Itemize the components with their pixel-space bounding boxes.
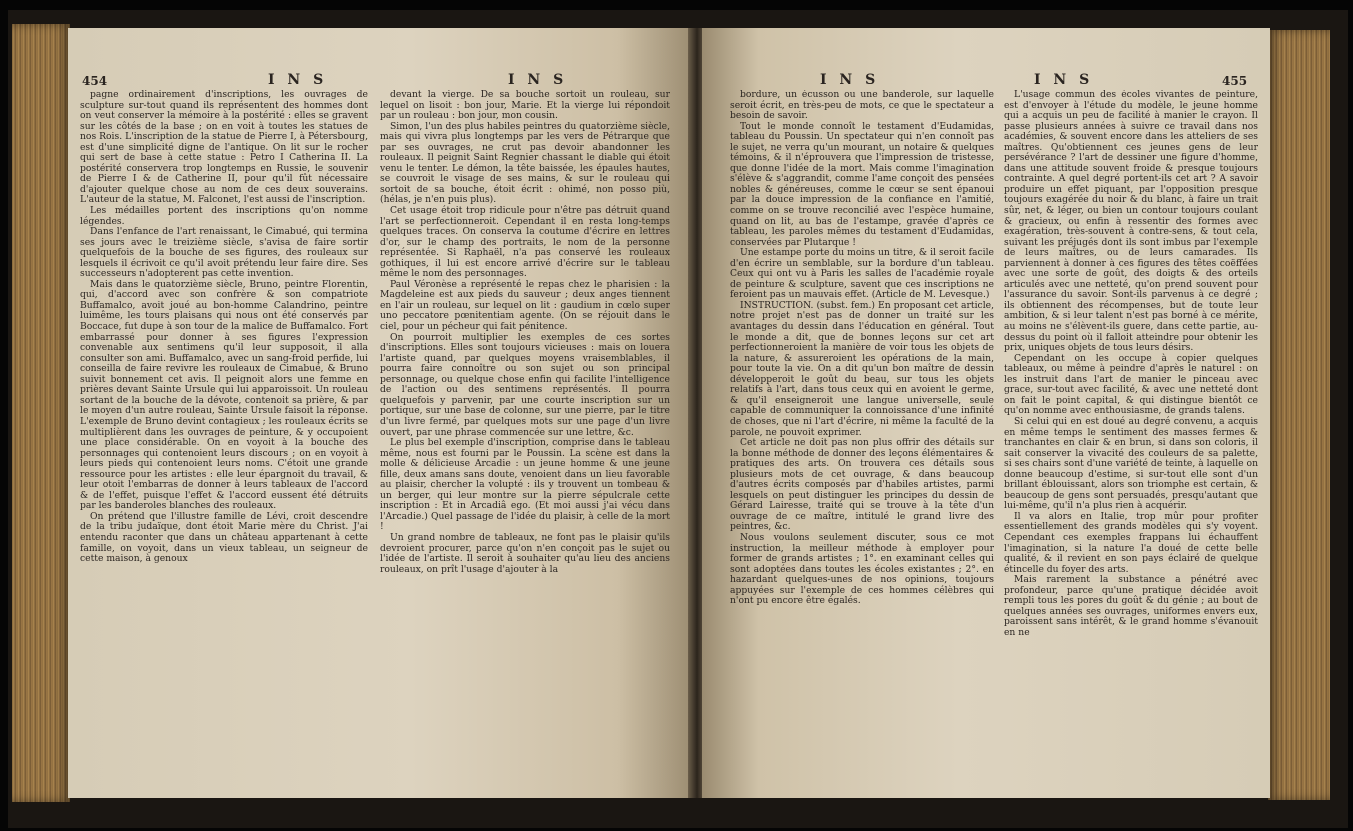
left-page-column-1 bbox=[80, 90, 368, 794]
paragraph: pagne ordinairement d'inscriptions, les ouvrages de sculpture sur-tout quand ils représentent des hommes dont on veut conserver la mémoire à la postérité : elles se gravent sur les côtés de la base ; on en voit à toutes les statues de nos Rois. L'inscription de la statue de Pierre I, à Pétersbourg, est d'une simplicité digne de l'antique. On lit sur le rocher qui sert de base à cette statue : Petro I Catherina II. La postérité conservera trop longtemps en Russie, le souvenir de Pierre I & de Catherine II, pour qu'il fût nécessaire d'ajouter quelque chose au nom de ces deux souverains. L'auteur de la statue, M. Falconet, l'est aussi de l'inscription. bbox=[80, 90, 368, 206]
paragraph: Une estampe porte du moins un titre, & il seroit facile d'en écrire un semblable, sur la bordure d'un tableau. Ceux qui ont vu à Paris les salles de l'académie royale de peinture & sculpture, savent que ces inscriptions ne feroient pas un mauvais effet. (Article de M. Levesque.) bbox=[730, 247, 994, 301]
paragraph: Mais rarement la substance a pénétré avec profondeur, parce qu'une pratique décidée avoit rempli tous les pores du goût & du génie ; au bout de quelques années ses ouvrages, uniformes envers eux, paroissent sans intérêt, & le grand homme s'évanouit en ne bbox=[1004, 574, 1258, 638]
right-page-column-1 bbox=[730, 90, 994, 794]
paragraph: On prétend que l'illustre famille de Lévi, croit descendre de la tribu judaïque, dont étoit Marie mère du Christ. J'ai entendu raconter que dans un château appartenant à cette famille, on voyoit, dans un vieux tableau, un seigneur de cette maison, à genoux bbox=[80, 510, 368, 565]
left-page bbox=[68, 28, 692, 798]
paragraph: Les médailles portent des inscriptions qu'on nomme légendes. bbox=[80, 205, 368, 227]
paragraph: Paul Véronèse a représenté le repas chez le pharisien : la Magdeleine est aux pieds du sauveur ; deux anges tiennent en l'air un rouleau, sur lequel on lit : gaudium in cœlo super uno peccatore pœnitentiam agente. (On se réjouit dans le ciel, pour un pécheur qui fait pénitence. bbox=[380, 278, 670, 333]
right-page-column-2 bbox=[1004, 90, 1258, 794]
page-edges-left bbox=[12, 24, 70, 802]
page-number: 454 bbox=[82, 74, 108, 88]
page-edges-right bbox=[1268, 30, 1330, 800]
paragraph: devant la vierge. De sa bouche sortoit un rouleau, sur lequel on lisoit : bon jour, Marie. Et la vierge lui répondoit par un rouleau : bon jour, mon cousin. bbox=[380, 90, 670, 122]
running-head: I N S bbox=[508, 72, 568, 88]
paragraph: Il va alors en Italie, trop mûr pour profiter essentiellement des grands modèles qui s'y voyent. Cependant ces exemples frappans lui échauffent l'imagination, si la nature l'a doué de cette belle qualité, & il revient en son pays éclairé de quelque étincelle du foyer des arts. bbox=[1004, 510, 1258, 575]
running-head: I N S bbox=[268, 72, 328, 88]
paragraph: Dans l'enfance de l'art renaissant, le Cimabué, qui termina ses jours avec le treizième siècle, s'avisa de faire sortir quelquefois de la bouche de ses figures, des rouleaux sur lesquels il écrivoit ce qu'il avoit prétendu leur faire dire. Ses successeurs n'adopterent pas cette invention. bbox=[80, 226, 368, 280]
paragraph: Cet usage étoit trop ridicule pour n'être pas détruit quand l'art se perfectionneroit. Cependant il en resta long-temps quelques traces. On conserva la coutume d'écrire en lettres d'or, sur le champ des portraits, le nom de la personne représentée. Si Raphaël, n'a pas conservé les rouleaux gothiques, il lui est encore arrivé d'écrire sur le tableau même le nom des personnages. bbox=[380, 205, 670, 280]
left-page-column-2 bbox=[380, 90, 670, 794]
paragraph: Cependant on les occupe à copier quelques tableaux, ou même à peindre d'après le naturel : on les instruit dans l'art de manier le pinceau avec grace, sur-tout avec facilité, & avec une netteté dont on fait le point capital, & qui distingue bientôt ce qu'on nomme avec enthousiasme, de grands talens. bbox=[1004, 352, 1258, 417]
paragraph: Le plus bel exemple d'inscription, comprise dans le tableau même, nous est fourni par le Poussin. La scène est dans la molle & délicieuse Arcadie : un jeune homme & une jeune fille, deux amans sans doute, venoient dans un lieu favorable au plaisir, chercher la volupté : ils y trouvent un tombeau & un berger, qui leur montre sur la pierre sépulcrale cette inscription : Et in Arcadiâ ego. (Et moi aussi j'ai vécu dans l'Arcadie.) Quel passage de l'idée du plaisir, à celle de la mort ! bbox=[380, 437, 670, 533]
paragraph: bordure, un écusson ou une banderole, sur laquelle seroit écrit, en très-peu de mots, ce que le spectateur a besoin de savoir. bbox=[730, 90, 994, 122]
paragraph: Tout le monde connoît le testament d'Eudamidas, tableau du Poussin. Un spectateur qui n'en connoît pas le sujet, ne verra qu'un mourant, un notaire & quelques témoins, & il n'éprouvera que l'impression de tristesse, que donne l'idée de la mort. Mais comme l'imagination s'élève & s'aggrandit, comme l'ame conçoit des pensées nobles & généreuses, comme le cœur se sent épanoui par la douce impression de la confiance en l'amitié, comme on se trouve reconcilié avec l'espèce humaine, quand on lit, au bas de l'estampe, gravée d'après ce tableau, les paroles mêmes du testament d'Eudamidas, conservées par Plutarque ! bbox=[730, 120, 994, 248]
paragraph: Simon, l'un des plus habiles peintres du quatorzième siècle, mais qui vivra plus longtemps par les vers de Pétrarque que par ses ouvrages, ne crut pas devoir abandonner les rouleaux. Il peignit Saint Regnier chassant le diable qui étoit venu le tenter. Le démon, la tête baissée, les épaules hautes, se couvroit le visage de ses mains, & sur le rouleau qui sortoit de sa bouche, étoit écrit : ohimé, non posso più, (hélas, je n'en puis plus). bbox=[380, 120, 670, 206]
right-page bbox=[702, 28, 1270, 798]
paragraph: Cet article ne doit pas non plus offrir des détails sur la bonne méthode de donner des leçons élémentaires & pratiques des arts. On trouvera ces détails sous plusieurs mots de cet ouvrage, & dans beaucoup d'autres écrits composés par d'habiles artistes, parmi lesquels on peut distinguer les principes du dessin de Gérard Lairesse, traité qui se trouve à la tête d'un ouvrage de ce maître, intitulé le grand livre des peintres, &c. bbox=[730, 437, 994, 533]
paragraph: Nous voulons seulement discuter, sous ce mot instruction, la meilleur méthode à employer pour former de grands artistes ; 1°. en examinant celles qui sont adoptées dans toutes les écoles existantes ; 2°. en hazardant quelques-unes de nos opinions, toujours appuyées sur l'exemple de ces hommes célèbres qui n'ont pu encore être égalés. bbox=[730, 531, 994, 607]
paragraph: On pourroit multiplier les exemples de ces sortes d'inscriptions. Elles sont toujours vicieuses : mais on louera l'artiste quand, par quelques moyens vraisemblables, il pourra faire connoître ou son sujet ou son principal personnage, ou quelque chose enfin qui facilite l'intelligence de l'action ou des sentimens représentés. Il pourra quelquefois y parvenir, par une courte inscription sur un portique, sur une base de colonne, sur une pierre, par le titre d'un livre fermé, par quelques mots sur une page d'un livre ouvert, par une phrase commencée sur une lettre, &c. bbox=[380, 331, 670, 438]
paragraph: Si celui qui en est doué au degré convenu, a acquis en même temps le sentiment des masses fermes & tranchantes en clair & en brun, si dans son coloris, il sait conserver la vivacité des couleurs de sa palette, si ses chairs sont d'une variété de teinte, à laquelle on donne beaucoup d'estime, si sur-tout elle sont d'un brillant éblouissant, alors son triomphe est certain, & beaucoup de gens sont persuadés, presqu'autant que lui-même, qu'il n'a plus rien à acquérir. bbox=[1004, 415, 1258, 512]
paragraph: INSTRUCTION. (subst. fem.) En proposant cet article, notre projet n'est pas de donner un traité sur les avantages du dessin dans l'éducation en général. Tout le monde a dit, que de bonnes leçons sur cet art perfectionneroient la manière de voir tous les objets de la nature, & assureroient les opérations de la main, pour toute la vie. On a dit qu'un bon maître de dessin développeroit le goût du beau, sur tous les objets relatifs à l'art, dans tous ceux qui en avoient le germe, & qu'il enseigneroit une langue universelle, seule capable de communiquer la connoissance d'une infinité de choses, que ni l'art d'écrire, ni même la faculté de la parole, ne pouvoit exprimer. bbox=[730, 299, 994, 438]
running-head: I N S bbox=[820, 72, 880, 88]
paragraph: Mais dans le quatorzième siècle, Bruno, peintre Florentin, qui, d'accord avec son confrère & son compatriote Buffamalco, avoit joué au bon-homme Calandrino, peintre luimême, les tours plaisans qui nous ont été conservés par Boccace, fut dupe à son tour de la malice de Buffamalco. Fort embarrassé pour donner à ses figures l'expression convenable aux sentimens qu'il leur supposoit, il alla consulter son ami. Buffamalco, avec un sang-froid perfide, lui conseilla de faire revivre les rouleaux de Cimabué, & Bruno suivit bonnement cet avis. Il peignoit alors une femme en prières devant Sainte Ursule qui lui apparoissoit. Un rouleau sortant de la bouche de la dévote, contenoit sa prière, & par le moyen d'un autre rouleau, Sainte Ursule faisoit la réponse. L'exemple de Bruno devint contagieux ; les rouleaux écrits se multiplièrent dans les ouvrages de peinture, & y occupoient une place considérable. On en voyoit à la bouche des personnages qui contenoient leurs discours ; on en voyoit à leurs pieds qui contenoient leurs noms. C'étoit une grande ressource pour les artistes : elle leur épargnoit du travail, & leur otoit l'embarras de donner à leurs tableaux de l'accord & de l'effet, puisque l'effet & l'accord eussent été détruits par les banderoles blanches des rouleaux. bbox=[80, 278, 368, 512]
paragraph: L'usage commun des écoles vivantes de peinture, est d'envoyer à l'étude du modèle, le jeune homme qui a acquis un peu de facilité à manier le crayon. Il passe plusieurs années à suivre ce travail dans nos académies, & souvent encore dans les atteliers de ses maîtres. Qu'obtiennent ces jeunes gens de leur persévérance ? l'art de dessiner une figure d'homme, dans une attitude souvent froide & presque toujours contrainte. A quel degré portent-ils cet art ? A savoir produire un effet piquant, par l'opposition presque toujours exagérée du noir & du blanc, à faire un trait sûr, net, & léger, ou bien un contour toujours coulant & gracieux, ou enfin à ressentir des formes avec exagération, très-souvent à contre-sens, & tout cela, suivant les préjugés dont ils sont imbus par l'exemple de leurs maîtres, ou de leurs camarades. Ils parviennent à donner à ces figures des têtes coëffées avec une sorte de goût, des doigts & des orteils articulés avec une netteté, qu'on prend souvent pour l'assurance du savoir. Sont-ils parvenus à ce degré ; ils obtiennent des récompenses, but de toute leur ambition, & si leur talent n'est pas borné à ce mérite, au moins ne s'élèvent-ils guere, dans cette partie, au-dessus du point où il falloit atteindre pour obtenir les prix, uniques objets de tous leurs désirs. bbox=[1004, 90, 1258, 354]
page-number: 455 bbox=[1222, 74, 1248, 88]
paragraph: Un grand nombre de tableaux, ne font pas le plaisir qu'ils devroient procurer, parce qu'on n'en conçoit pas le sujet ou l'idée de l'artiste. Il seroit à souhaiter qu'au lieu des anciens rouleaux, on prît l'usage d'ajouter à la bbox=[380, 531, 670, 575]
running-head: I N S bbox=[1034, 72, 1094, 88]
